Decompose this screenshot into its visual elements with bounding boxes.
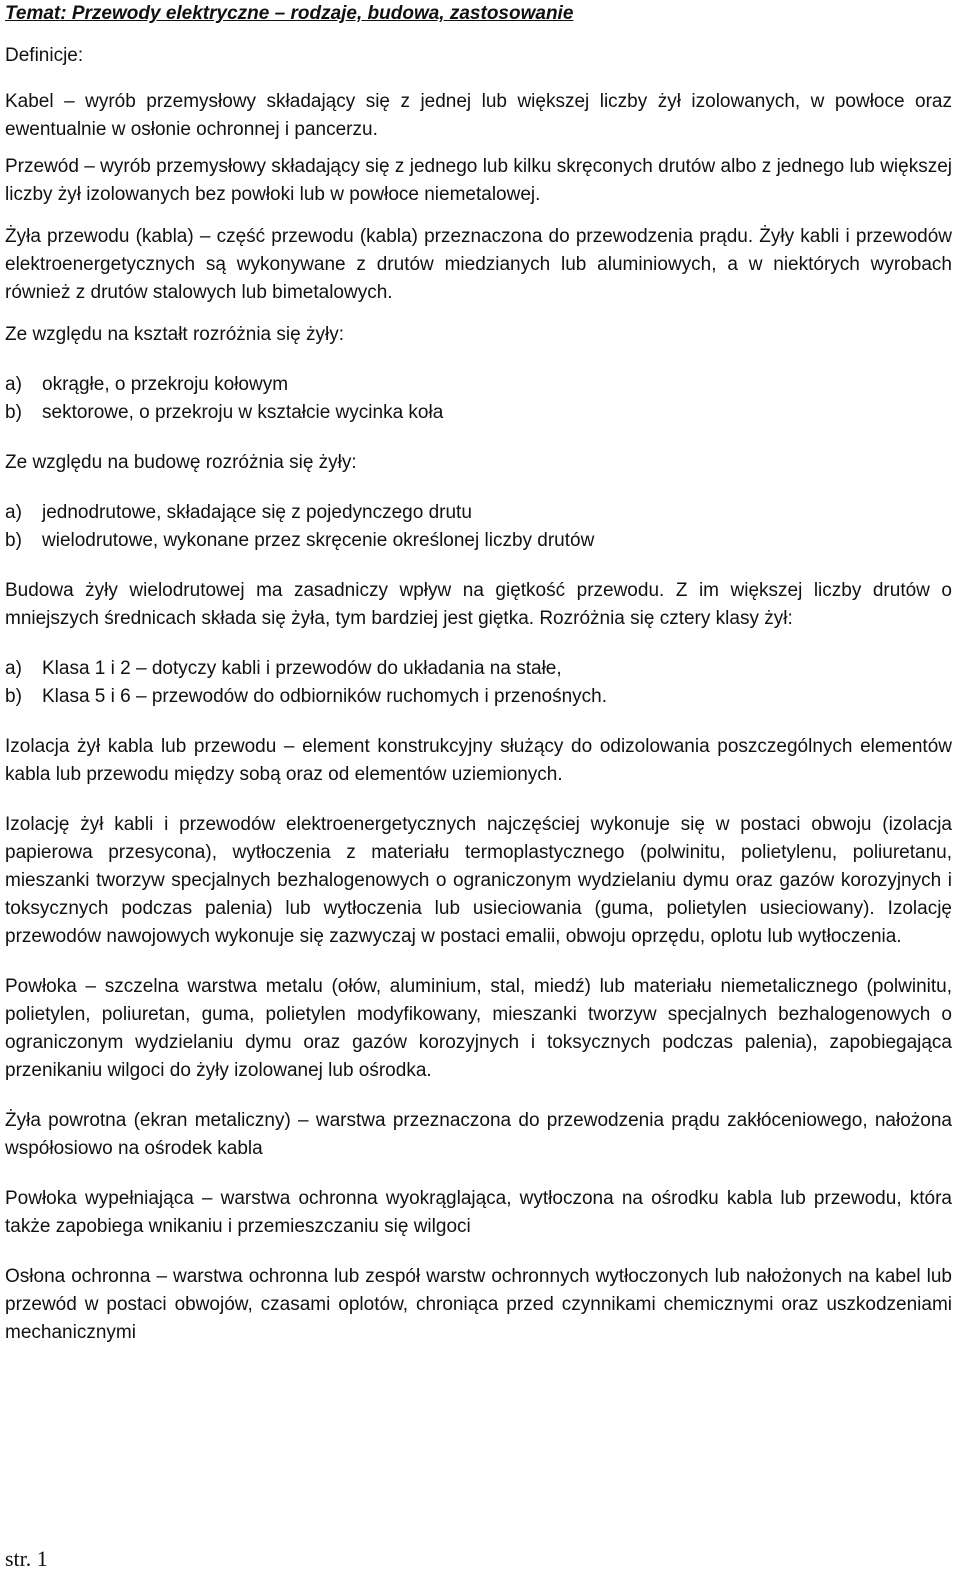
definitions-heading: Definicje:	[5, 45, 84, 66]
definition-zyla-powrotna: Żyła powrotna (ekran metaliczny) – warstwa przeznaczona do przewodzenia prądu zakłóceniowego, nałożona współosiowo na ośrodek kabla	[5, 1110, 952, 1159]
insulation-description: Izolację żył kabli i przewodów elektroenergetycznych najczęściej wykonuje się w postaci obwoju (izolacja papierowa przesycona), wytłoczenia z materiału termoplastycznego (polwinitu, polietylenu, poliuretanu, mieszanki tworzyw specjalnych bezhalogenowych o ograniczonym wydzielaniu dymu oraz gazów korozyjnych i toksycznych podczas palenia) lub wytłoczenia lub usieciowania (guma, polietylen usieciowany). Izolację przewodów nawojowych wykonuje się zazwyczaj w postaci emalii, obwoju oprzędu, oplotu lub wytłoczenia.	[5, 814, 952, 947]
document-title: Temat: Przewody elektryczne – rodzaje, budowa, zastosowanie	[5, 3, 574, 24]
list-item	[5, 655, 952, 683]
list-marker: b)	[5, 686, 22, 707]
list-marker: a)	[5, 374, 22, 395]
list-item-text: wielodrutowe, wykonane przez skręcenie określonej liczby drutów	[42, 530, 595, 551]
definition-oslona: Osłona ochronna – warstwa ochronna lub zespół warstw ochronnych wytłoczonych lub nałożonych na kabel lub przewód w postaci obwojów, czasami oplotów, chroniąca przed czynnikami chemicznymi oraz uszkodzeniami mechanicznymi	[5, 1266, 952, 1343]
list-item	[5, 499, 952, 527]
list-marker: a)	[5, 658, 22, 679]
list-item-text: Klasa 5 i 6 – przewodów do odbiorników ruchomych i przenośnych.	[42, 686, 608, 707]
structure-intro: Ze względu na budowę rozróżnia się żyły:	[5, 452, 357, 473]
list-item-text: jednodrutowe, składające się z pojedynczego drutu	[42, 502, 472, 523]
shape-intro: Ze względu na kształt rozróżnia się żyły:	[5, 324, 344, 345]
classes-intro: Budowa żyły wielodrutowej ma zasadniczy wpływ na giętkość przewodu. Z im większej liczby drutów o mniejszych średnicach składa się żyła, tym bardziej jest giętka. Rozróżnia się cztery klasy żył:	[5, 580, 952, 629]
definition-powloka: Powłoka – szczelna warstwa metalu (ołów, aluminium, stal, miedź) lub materiału niemetalicznego (polwinitu, polietylen, poliuretan, guma, polietylen modyfikowany, mieszanki tworzyw specjalnych bezhalogenowych o ograniczonym wydzielaniu dymu oraz gazów korozyjnych i toksycznych podczas palenia), zapobiegająca przenikaniu wilgoci do żyły izolowanej lub ośrodka.	[5, 976, 952, 1081]
definition-powloka-wypelniajaca: Powłoka wypełniająca – warstwa ochronna wyokrąglająca, wytłoczona na ośrodku kabla lub przewodu, która także zapobiega wnikaniu i przemieszczaniu się wilgoci	[5, 1188, 952, 1237]
definition-zyla: Żyła przewodu (kabla) – część przewodu (kabla) przeznaczona do przewodzenia prądu. Żyły kabli i przewodów elektroenergetycznych są wykonywane z drutów miedzianych lub aluminiowych, a w niektórych wyrobach również z drutów stalowych lub bimetalowych.	[5, 226, 952, 303]
definition-izolacja: Izolacja żył kabla lub przewodu – element konstrukcyjny służący do odizolowania poszczególnych elementów kabla lub przewodu między sobą oraz od elementów uziemionych.	[5, 736, 952, 785]
list-item	[5, 527, 952, 555]
list-item	[5, 399, 952, 427]
definition-przewod: Przewód – wyrób przemysłowy składający się z jednego lub kilku skręconych drutów albo z jednego lub większej liczby żył izolowanych bez powłoki lub w powłoce niemetalowej.	[5, 156, 952, 205]
list-item	[5, 683, 952, 711]
list-item-text: sektorowe, o przekroju w kształcie wycinka koła	[42, 402, 444, 423]
structure-list	[5, 499, 952, 555]
shape-list	[5, 371, 952, 427]
page-number: str. 1	[5, 1546, 48, 1571]
list-marker: a)	[5, 502, 22, 523]
list-item-text: Klasa 1 i 2 – dotyczy kabli i przewodów do układania na stałe,	[42, 658, 562, 679]
list-item	[5, 371, 952, 399]
document-page	[5, 0, 952, 1347]
definition-kabel: Kabel – wyrób przemysłowy składający się z jednej lub większej liczby żył izolowanych, w powłoce oraz ewentualnie w osłonie ochronnej i pancerzu.	[5, 91, 952, 140]
list-item-text: okrągłe, o przekroju kołowym	[42, 374, 289, 395]
list-marker: b)	[5, 402, 22, 423]
list-marker: b)	[5, 530, 22, 551]
classes-list	[5, 655, 952, 711]
